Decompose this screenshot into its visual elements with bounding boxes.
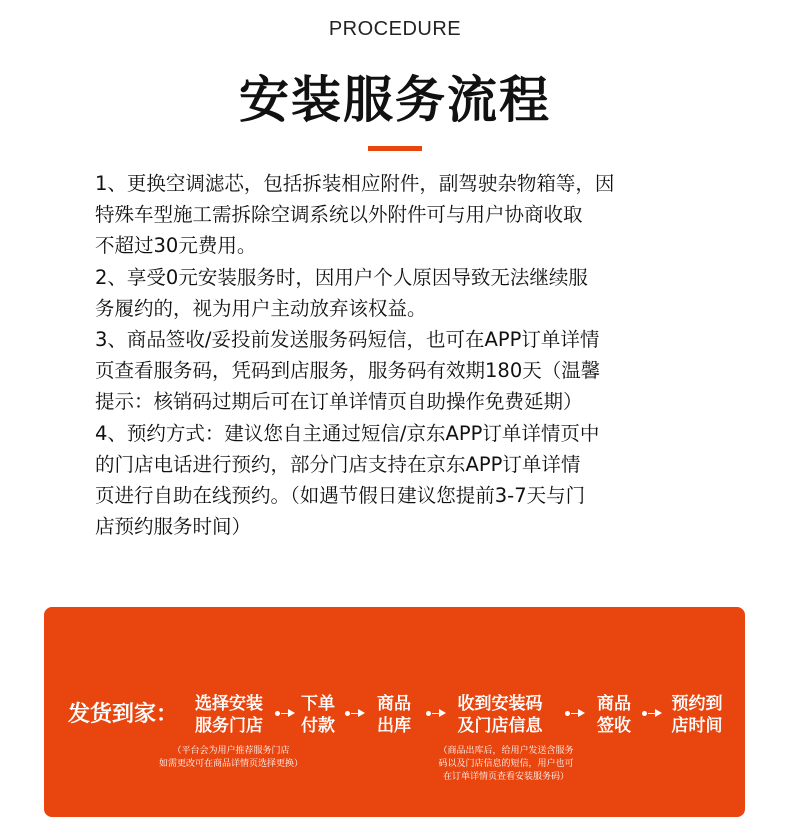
flow-step-sign-for <box>594 693 634 737</box>
flow-step-line: 预约到 <box>671 694 723 714</box>
note-line: 不超过30元费用。 <box>95 234 257 258</box>
flow-step-line: 商品 <box>597 694 631 714</box>
flow-step-choose-store <box>190 693 268 737</box>
arrow-right-icon <box>345 708 365 718</box>
flow-step-book-visit <box>666 693 728 737</box>
note-line: 页进行自助在线预约。（如遇节假日建议您提前3-7天与门 <box>95 484 586 508</box>
arrow-right-icon <box>426 708 446 718</box>
note-line: 提示：核销码过期后可在订单详情页自助操作免费延期） <box>95 390 583 414</box>
note-line: 1、更换空调滤芯，包括拆装相应附件，副驾驶杂物箱等，因 <box>95 172 615 195</box>
flow-note-line: （平台会为用户推荐服务门店 <box>172 746 290 756</box>
flow-heading: 发货到家： <box>68 702 179 727</box>
note-line: 店预约服务时间） <box>95 515 252 539</box>
flow-note-store-recommendation <box>136 745 326 771</box>
note-line: 务履约的，视为用户主动放弃该权益。 <box>95 296 427 320</box>
service-notes <box>95 168 715 542</box>
flow-step-line: 收到安装码 <box>457 694 543 714</box>
flow-note-sms-info <box>418 745 594 784</box>
page-title: 安装服务流程 <box>239 71 551 129</box>
flow-step-line: 服务门店 <box>195 716 263 736</box>
flow-note-line: 在订单详情页查看安装服务码） <box>442 772 569 782</box>
flow-note-line: 码以及门店信息的短信，用户也可 <box>438 759 574 769</box>
flow-step-line: 商品 <box>377 694 411 714</box>
note-line: 4、预约方式：建议您自主通过短信/京东APP订单详情页中 <box>95 421 600 445</box>
flow-step-order-pay <box>298 693 338 737</box>
note-line: 页查看服务码，凭码到店服务，服务码有效期180天（温馨 <box>95 359 601 383</box>
flow-step-line: 出库 <box>377 716 411 736</box>
flow-step-line: 及门店信息 <box>457 716 543 736</box>
flow-note-line: 如需更改可在商品详情页选择更换） <box>158 759 303 769</box>
arrow-right-icon <box>565 708 585 718</box>
note-line: 的门店电话进行预约，部分门店支持在京东APP订单详情 <box>95 452 581 476</box>
note-line: 特殊车型施工需拆除空调系统以外附件可与用户协商收取 <box>95 203 583 227</box>
flow-step-receive-code <box>452 693 548 737</box>
flow-step-line: 店时间 <box>671 716 723 736</box>
flow-step-line: 下单 <box>301 694 335 714</box>
note-line: 2、享受0元安装服务时，因用户个人原因导致无法继续服 <box>95 265 588 289</box>
subtitle: PROCEDURE <box>328 18 462 40</box>
flow-step-dispatch <box>374 693 414 737</box>
flow-step-line: 付款 <box>301 716 335 736</box>
arrow-right-icon <box>642 708 662 718</box>
flow-step-line: 选择安装 <box>195 694 263 714</box>
note-line: 3、商品签收/妥投前发送服务码短信，也可在APP订单详情 <box>95 328 600 352</box>
title-underline <box>368 146 422 151</box>
flow-step-line: 签收 <box>597 716 631 736</box>
arrow-right-icon <box>275 708 295 718</box>
flow-note-line: （商品出库后，给用户发送含服务 <box>438 746 574 756</box>
